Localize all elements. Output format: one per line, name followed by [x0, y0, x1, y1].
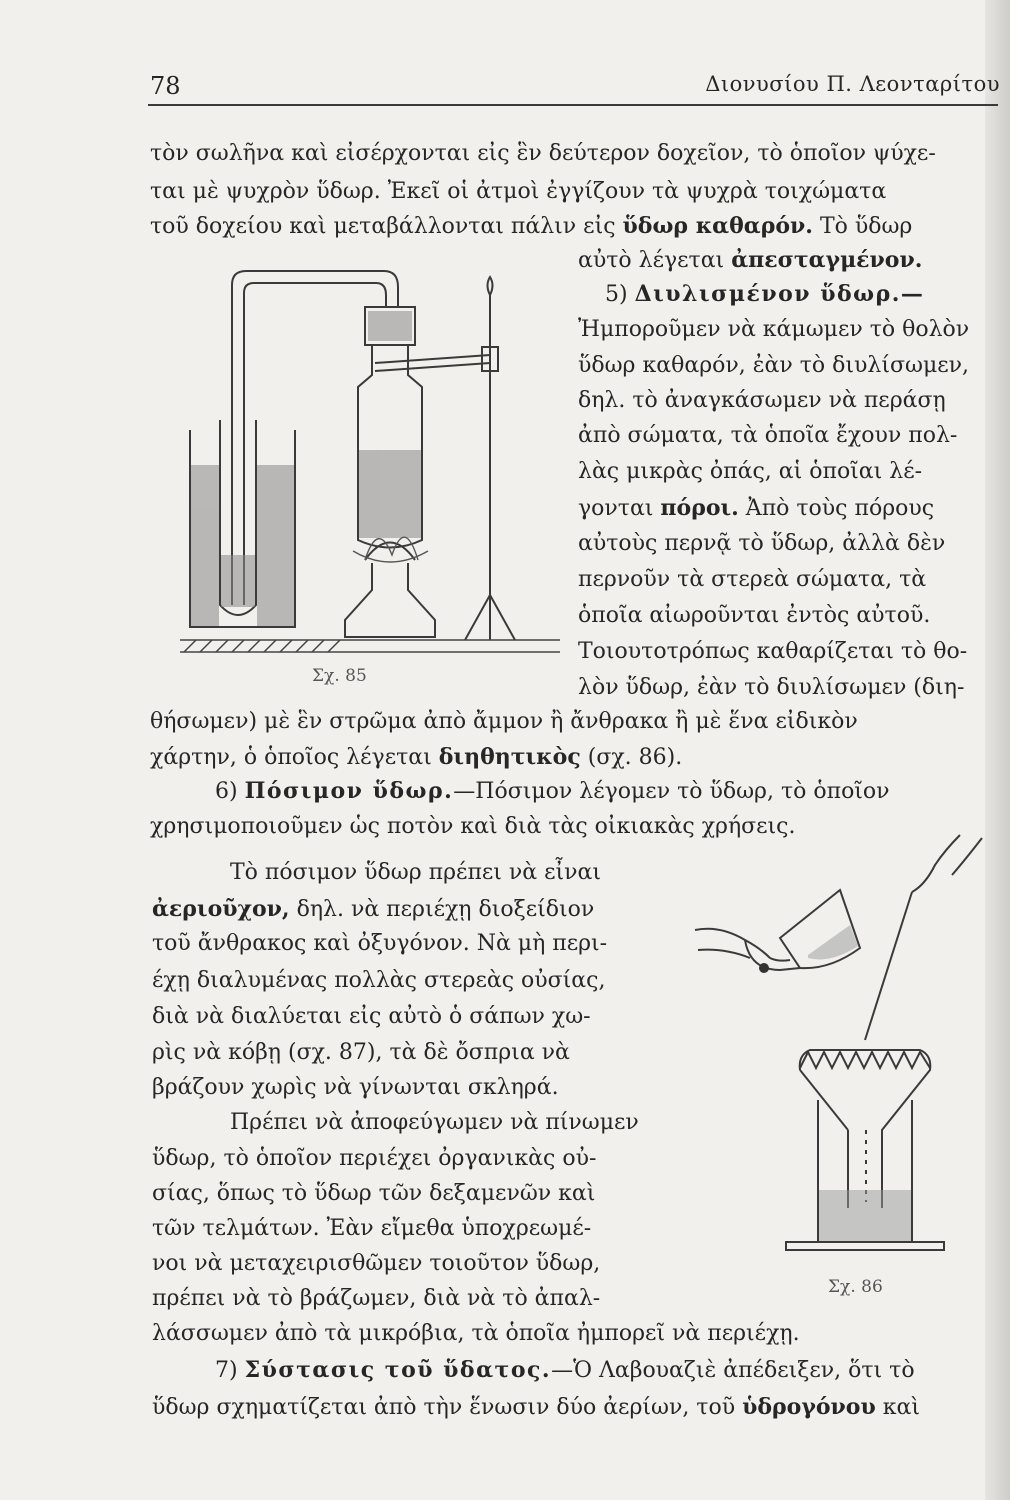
page-number: 78: [150, 72, 181, 100]
term-aerated: ἀεριοῦχον,: [152, 896, 290, 922]
section-heading-water-composition: 7) Σύστασις τοῦ ὕδατος.—Ὁ Λαβουαζιὲ ἀπέδειξεν, ὅτι τὸ: [215, 1357, 915, 1383]
text-line: βράζουν χωρὶς νὰ γίνωνται σκληρά.: [152, 1075, 559, 1100]
term-clean-water: ὕδωρ καθαρόν.: [622, 213, 813, 239]
text-line: λὰς μικρὰς ὀπάς, αἱ ὁποῖαι λέ-: [578, 459, 923, 484]
section-heading-filtered-water: 5) Διυλισμένον ὕδωρ.—: [605, 281, 925, 307]
text-line: διὰ νὰ διαλύεται εἰς αὐτὸ ὁ σάπων χω-: [152, 1004, 591, 1029]
text-line: λάσσωμεν ἀπὸ τὰ μικρόβια, τὰ ὁποῖα ἠμπορεῖ νὰ περιέχῃ.: [152, 1321, 800, 1346]
text-line: χάρτην, ὁ ὁποῖος λέγεται διηθητικὸς (σχ. 86).: [150, 744, 683, 770]
text-line: ὁποῖα αἰωροῦνται ἐντὸς αὐτοῦ.: [578, 603, 931, 628]
text-line: ὕδωρ σχηματίζεται ἀπὸ τὴν ἕνωσιν δύο ἀερίων, τοῦ ὑδρογόνου καὶ: [152, 1394, 920, 1420]
figure-85-caption: Σχ. 85: [312, 666, 367, 686]
text-line: νοι νὰ μεταχειρισθῶμεν τοιοῦτον ὕδωρ,: [152, 1251, 601, 1276]
page-edge-shadow: [985, 0, 1010, 1500]
header-rule: [148, 104, 998, 106]
running-title: Διονυσίου Π. Λεονταρίτου: [705, 72, 1000, 96]
text-line: πρέπει νὰ τὸ βράζωμεν, διὰ νὰ τὸ ἀπαλ-: [152, 1286, 601, 1311]
text-line: Ἠμποροῦμεν νὰ κάμωμεν τὸ θολὸν: [578, 317, 970, 342]
term-filtering: διηθητικὸς: [438, 744, 581, 770]
text-line: τοῦ ἄνθρακος καὶ ὀξυγόνον. Νὰ μὴ περι-: [152, 931, 608, 956]
text-line: θήσωμεν) μὲ ἓν στρῶμα ἀπὸ ἄμμον ἢ ἄνθρακα ἢ μὲ ἕνα εἰδικὸν: [150, 709, 858, 734]
text-line: ὕδωρ καθαρόν, ἐὰν τὸ διυλίσωμεν,: [578, 353, 970, 378]
text-line: χρησιμοποιοῦμεν ὡς ποτὸν καὶ διὰ τὰς οἰκιακὰς χρήσεις.: [150, 814, 796, 839]
text-line: ἀεριοῦχον, δηλ. νὰ περιέχῃ διοξείδιον: [152, 896, 595, 922]
figure-86-caption: Σχ. 86: [828, 1277, 883, 1297]
term-hydrogen: ὑδρογόνου: [742, 1394, 876, 1420]
text-line: τῶν τελμάτων. Ἐὰν εἴμεθα ὑποχρεωμέ-: [152, 1216, 592, 1241]
text-line: τοῦ δοχείου καὶ μεταβάλλονται πάλιν εἰς ὕδωρ καθαρόν. Τὸ ὕδωρ: [150, 213, 913, 239]
text-line: έχῃ διαλυμένας πολλὰς στερεὰς οὐσίας,: [152, 968, 606, 993]
text-line: Τὸ πόσιμον ὕδωρ πρέπει νὰ εἶναι: [230, 860, 602, 885]
text-line: περνοῦν τὰ στερεὰ σώματα, τὰ: [578, 567, 927, 592]
text-line: ρὶς νὰ κόβῃ (σχ. 87), τὰ δὲ ὄσπρια νὰ: [152, 1040, 570, 1065]
text-line: ὕδωρ, τὸ ὁποῖον περιέχει ὀργανικὰς οὐ-: [152, 1146, 597, 1171]
figure-85-distillation-apparatus: [160, 255, 580, 660]
text-line: γονται πόροι. Ἀπὸ τοὺς πόρους: [578, 495, 935, 521]
page-header: [150, 72, 1000, 106]
text-line: αὐτοὺς περνᾷ τὸ ὕδωρ, ἀλλὰ δὲν: [578, 531, 946, 556]
section-heading-drinking-water: 6) Πόσιμον ὕδωρ.—Πόσιμον λέγομεν τὸ ὕδωρ, τὸ ὁποῖον: [215, 778, 890, 804]
term-pores: πόροι.: [660, 495, 739, 521]
text-line: Πρέπει νὰ ἀποφεύγωμεν νὰ πίνωμεν: [230, 1110, 639, 1135]
text-line: Τοιουτοτρόπως καθαρίζεται τὸ θο-: [578, 639, 968, 664]
text-line: λὸν ὕδωρ, ἐὰν τὸ διυλίσωμεν (διη-: [578, 675, 965, 700]
text-line: σίας, ὅπως τὸ ὕδωρ τῶν δεξαμενῶν καὶ: [152, 1181, 596, 1206]
figure-86-filtering-apparatus: [690, 830, 990, 1270]
text-line: τὸν σωλῆνα καὶ εἰσέρχονται εἰς ἓν δεύτερον δοχεῖον, τὸ ὁποῖον ψύχε-: [150, 141, 936, 166]
text-line: αὐτὸ λέγεται ἀπεσταγμένον.: [578, 247, 923, 273]
text-line: δηλ. τὸ ἀναγκάσωμεν νὰ περάσῃ: [578, 388, 946, 413]
term-distilled: ἀπεσταγμένον.: [731, 247, 923, 273]
text-line: ἀπὸ σώματα, τὰ ὁποῖα ἔχουν πολ-: [578, 423, 958, 448]
text-line: ται μὲ ψυχρὸν ὕδωρ. Ἐκεῖ οἱ ἀτμοὶ ἐγγίζουν τὰ ψυχρὰ τοιχώματα: [150, 179, 887, 204]
